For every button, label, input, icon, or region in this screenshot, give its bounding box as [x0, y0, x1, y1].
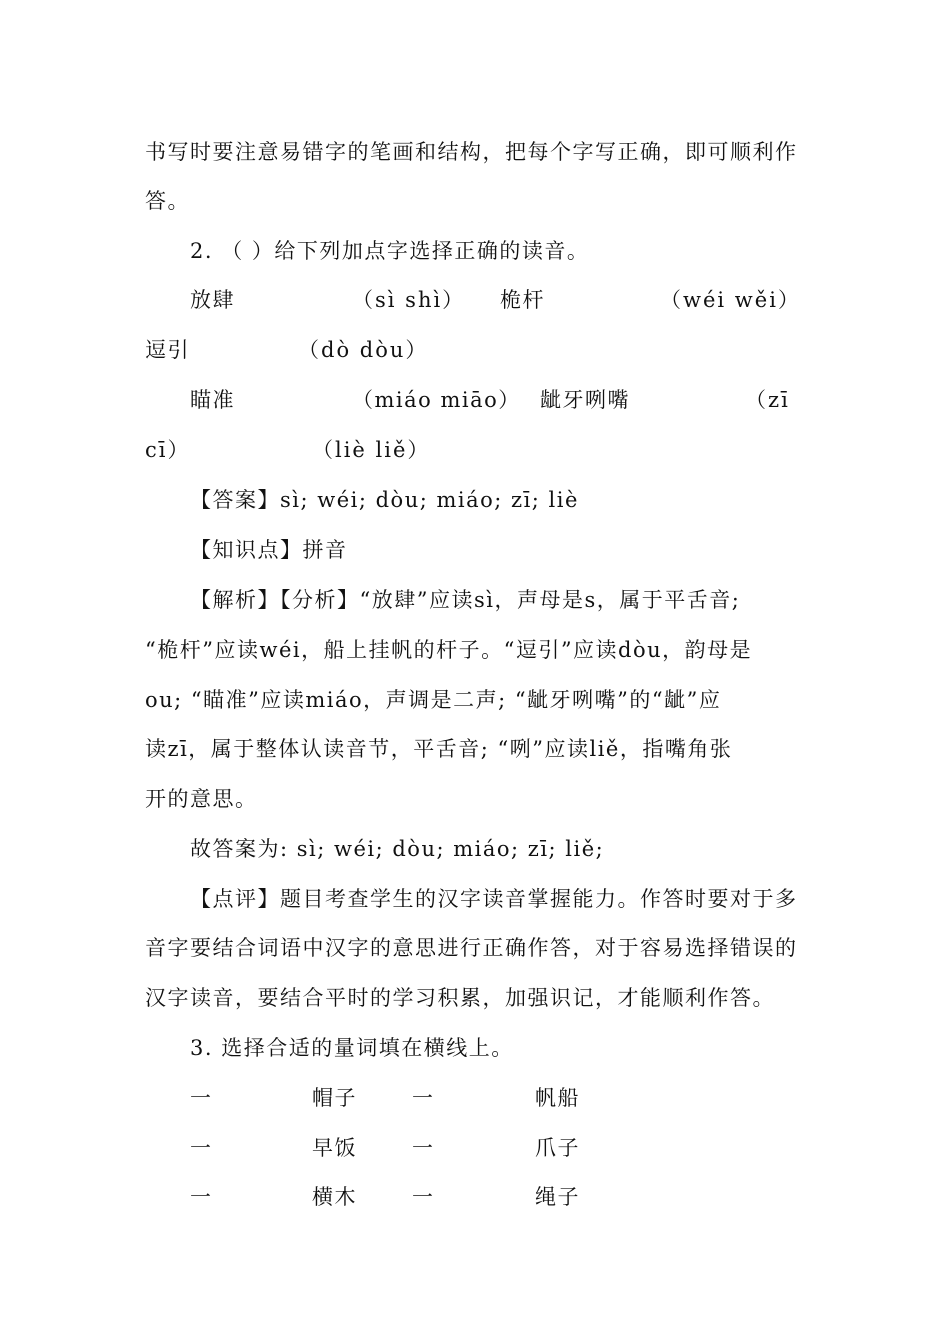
q3-measure-blank-1: 一: [190, 1086, 213, 1110]
intro-text-line-2: 答。: [145, 189, 190, 213]
q3-noun-maozi: 帽子: [312, 1086, 357, 1110]
q2-analysis-line-2: “桅杆”应读wéi，船上挂帆的杆子。“逗引”应读dòu，韵母是: [145, 638, 753, 662]
q3-measure-blank-2: 一: [412, 1086, 435, 1110]
q3-noun-zhuazi: 爪子: [535, 1136, 580, 1160]
q2-options-miaozhun: （miáo miāo）: [352, 388, 521, 412]
q2-analysis-line-1: 【解析】【分析】“放肆”应读sì，声母是s，属于平舌音;: [190, 588, 741, 612]
q2-options-zi-part2: cī）: [145, 438, 191, 462]
q2-options-douyin: （dò dòu）: [298, 338, 429, 362]
q2-options-fangsi: （sì shì）: [352, 288, 466, 312]
q3-noun-zaofan: 早饭: [312, 1136, 357, 1160]
q3-measure-blank-3: 一: [190, 1136, 213, 1160]
q2-word-douyin: 逗引: [145, 338, 190, 362]
q2-conclusion: 故答案为: sì; wéi; dòu; miáo; zī; liě;: [190, 837, 605, 861]
q2-options-lie: （liè liě）: [312, 438, 431, 462]
q2-answer: 【答案】sì; wéi; dòu; miáo; zī; liè: [190, 488, 579, 512]
q3-measure-blank-6: 一: [412, 1185, 435, 1209]
q2-comment-line-1: 【点评】题目考查学生的汉字读音掌握能力。作答时要对于多: [190, 887, 798, 911]
q2-knowledge-point: 【知识点】拼音: [190, 538, 348, 562]
q3-noun-shengzi: 绳子: [535, 1185, 580, 1209]
question-3-title: 3. 选择合适的量词填在横线上。: [190, 1036, 514, 1060]
q2-word-weigan: 桅杆: [500, 288, 545, 312]
q2-word-ziyaliezui: 龇牙咧嘴: [540, 388, 630, 412]
q2-analysis-line-5: 开的意思。: [145, 787, 258, 811]
q2-options-zi-part1: （zī: [745, 388, 790, 412]
q2-analysis-line-3: ou; “瞄准”应读miáo，声调是二声; “龇牙咧嘴”的“龇”应: [145, 688, 722, 712]
question-2-title: 2. （ ）给下列加点字选择正确的读音。: [190, 239, 590, 263]
q3-noun-hengmu: 横木: [312, 1185, 357, 1209]
q2-options-weigan: （wéi wěi）: [660, 288, 801, 312]
q2-comment-line-2: 音字要结合词语中汉字的意思进行正确作答，对于容易选择错误的: [145, 936, 798, 960]
intro-text-line-1: 书写时要注意易错字的笔画和结构，把每个字写正确，即可顺利作: [145, 140, 798, 164]
q3-measure-blank-4: 一: [412, 1136, 435, 1160]
q3-noun-fanchuan: 帆船: [535, 1086, 580, 1110]
q2-comment-line-3: 汉字读音，要结合平时的学习积累，加强识记，才能顺利作答。: [145, 986, 775, 1010]
q2-word-fangsi: 放肆: [190, 288, 235, 312]
q2-word-miaozhun: 瞄准: [190, 388, 235, 412]
q2-analysis-line-4: 读zī，属于整体认读音节，平舌音; “咧”应读liě，指嘴角张: [145, 737, 733, 761]
q3-measure-blank-5: 一: [190, 1185, 213, 1209]
